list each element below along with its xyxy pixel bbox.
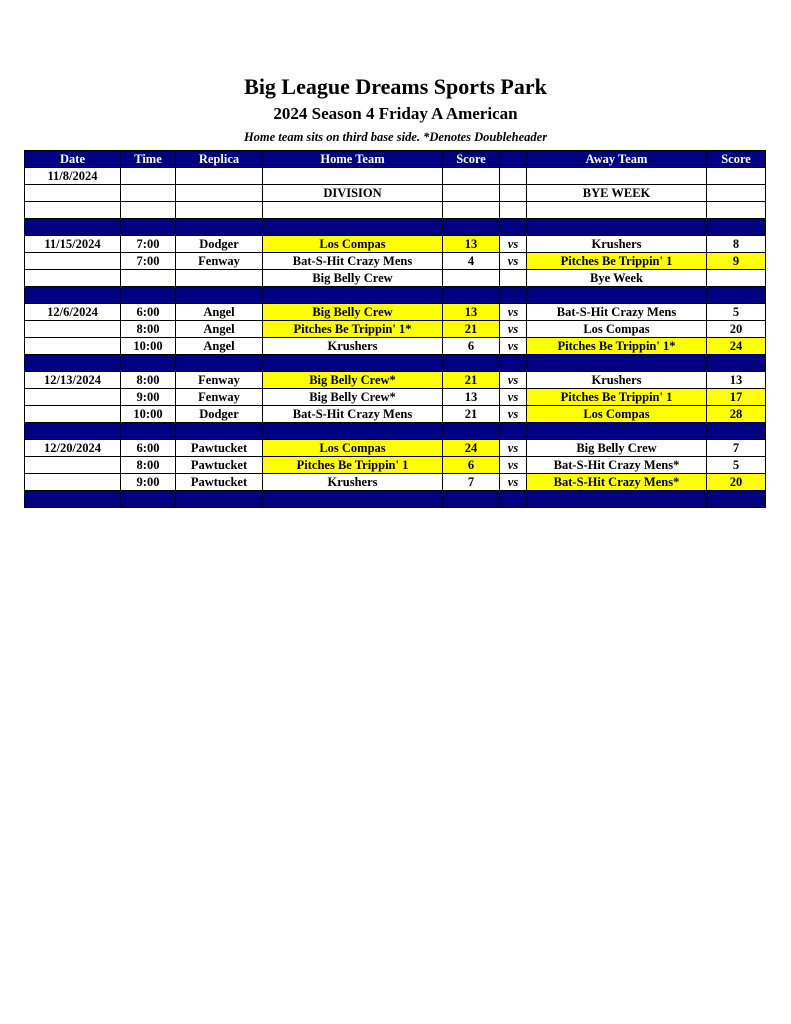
away-score-cell — [707, 168, 766, 185]
table-row — [25, 457, 766, 474]
home-team-cell: Krushers — [263, 474, 443, 491]
home-score-cell: 4 — [443, 253, 500, 270]
vs-cell: vs — [500, 389, 527, 406]
home-score-cell — [443, 270, 500, 287]
away-team-cell: Bat-S-Hit Crazy Mens* — [527, 457, 707, 474]
vs-cell: vs — [500, 304, 527, 321]
away-score-cell: 20 — [707, 321, 766, 338]
date-cell: 12/20/2024 — [25, 440, 121, 457]
home-team-cell: DIVISION — [263, 185, 443, 202]
divider-cell — [263, 219, 443, 236]
away-team-cell: Pitches Be Trippin' 1 — [527, 389, 707, 406]
home-score-cell — [443, 185, 500, 202]
away-score-cell — [707, 270, 766, 287]
date-cell: 11/15/2024 — [25, 236, 121, 253]
home-score-cell: 13 — [443, 304, 500, 321]
date-cell: 12/13/2024 — [25, 372, 121, 389]
replica-cell — [176, 185, 263, 202]
schedule-body — [25, 168, 766, 508]
vs-cell — [500, 270, 527, 287]
home-score-cell: 21 — [443, 372, 500, 389]
home-score-cell: 21 — [443, 321, 500, 338]
replica-cell — [176, 270, 263, 287]
replica-cell — [176, 168, 263, 185]
away-team-cell: Pitches Be Trippin' 1 — [527, 253, 707, 270]
vs-cell — [500, 185, 527, 202]
section-divider — [25, 355, 766, 372]
divider-cell — [443, 491, 500, 508]
vs-cell: vs — [500, 457, 527, 474]
divider-cell — [263, 423, 443, 440]
divider-cell — [707, 355, 766, 372]
away-score-cell: 20 — [707, 474, 766, 491]
away-team-cell: BYE WEEK — [527, 185, 707, 202]
away-score-cell: 24 — [707, 338, 766, 355]
time-cell: 7:00 — [121, 253, 176, 270]
time-cell: 8:00 — [121, 321, 176, 338]
home-team-cell: Bat-S-Hit Crazy Mens — [263, 406, 443, 423]
divider-cell — [176, 355, 263, 372]
home-team-cell: Bat-S-Hit Crazy Mens — [263, 253, 443, 270]
table-row — [25, 202, 766, 219]
divider-cell — [707, 219, 766, 236]
divider-cell — [527, 355, 707, 372]
vs-cell: vs — [500, 236, 527, 253]
schedule-note: Home team sits on third base side. *Denotes Doubleheader — [243, 130, 548, 144]
replica-cell: Fenway — [176, 372, 263, 389]
date-cell — [25, 389, 121, 406]
home-team-cell: Big Belly Crew* — [263, 372, 443, 389]
away-team-cell: Krushers — [527, 236, 707, 253]
table-row — [25, 372, 766, 389]
divider-cell — [500, 219, 527, 236]
home-team-cell: Krushers — [263, 338, 443, 355]
away-team-cell: Bat-S-Hit Crazy Mens* — [527, 474, 707, 491]
home-team-cell: Los Compas — [263, 236, 443, 253]
away-score-cell — [707, 202, 766, 219]
divider-cell — [527, 219, 707, 236]
col-header-date: Date — [25, 151, 121, 168]
divider-cell — [263, 355, 443, 372]
table-row — [25, 389, 766, 406]
time-cell: 9:00 — [121, 389, 176, 406]
home-team-cell — [263, 202, 443, 219]
divider-cell — [176, 423, 263, 440]
away-team-cell: Krushers — [527, 372, 707, 389]
vs-cell — [500, 202, 527, 219]
col-header-vs — [500, 151, 527, 168]
home-score-cell: 7 — [443, 474, 500, 491]
divider-cell — [500, 355, 527, 372]
table-row — [25, 168, 766, 185]
page-subtitle: 2024 Season 4 Friday A American — [273, 104, 518, 123]
date-cell — [25, 406, 121, 423]
divider-cell — [527, 491, 707, 508]
date-cell — [25, 253, 121, 270]
home-team-cell: Pitches Be Trippin' 1* — [263, 321, 443, 338]
divider-cell — [500, 287, 527, 304]
divider-cell — [527, 423, 707, 440]
divider-cell — [707, 423, 766, 440]
replica-cell: Fenway — [176, 253, 263, 270]
home-score-cell: 6 — [443, 457, 500, 474]
divider-cell — [443, 355, 500, 372]
away-team-cell: Los Compas — [527, 406, 707, 423]
home-team-cell — [263, 168, 443, 185]
time-cell — [121, 202, 176, 219]
divider-cell — [121, 491, 176, 508]
date-cell — [25, 185, 121, 202]
home-score-cell: 21 — [443, 406, 500, 423]
divider-cell — [25, 355, 121, 372]
date-cell: 11/8/2024 — [25, 168, 121, 185]
home-score-cell: 13 — [443, 236, 500, 253]
section-divider — [25, 287, 766, 304]
divider-cell — [500, 423, 527, 440]
divider-cell — [25, 491, 121, 508]
table-row — [25, 253, 766, 270]
time-cell: 7:00 — [121, 236, 176, 253]
date-cell — [25, 457, 121, 474]
date-cell — [25, 321, 121, 338]
home-team-cell: Big Belly Crew — [263, 270, 443, 287]
date-cell: 12/6/2024 — [25, 304, 121, 321]
away-score-cell: 13 — [707, 372, 766, 389]
col-header-time: Time — [121, 151, 176, 168]
vs-cell — [500, 168, 527, 185]
divider-cell — [176, 219, 263, 236]
divider-cell — [121, 219, 176, 236]
vs-cell: vs — [500, 474, 527, 491]
vs-cell: vs — [500, 253, 527, 270]
vs-cell: vs — [500, 372, 527, 389]
home-score-cell: 24 — [443, 440, 500, 457]
replica-cell: Pawtucket — [176, 440, 263, 457]
home-score-cell: 13 — [443, 389, 500, 406]
divider-cell — [443, 219, 500, 236]
divider-cell — [443, 287, 500, 304]
home-team-cell: Los Compas — [263, 440, 443, 457]
replica-cell — [176, 202, 263, 219]
table-row — [25, 321, 766, 338]
divider-cell — [443, 423, 500, 440]
home-score-cell — [443, 202, 500, 219]
divider-cell — [25, 219, 121, 236]
table-row — [25, 406, 766, 423]
away-score-cell: 8 — [707, 236, 766, 253]
col-header-replica: Replica — [176, 151, 263, 168]
divider-cell — [25, 287, 121, 304]
divider-cell — [176, 287, 263, 304]
schedule-table — [24, 150, 766, 508]
time-cell: 10:00 — [121, 406, 176, 423]
col-header-away-score: Score — [707, 151, 766, 168]
table-row — [25, 474, 766, 491]
away-score-cell — [707, 185, 766, 202]
away-team-cell: Los Compas — [527, 321, 707, 338]
vs-cell: vs — [500, 338, 527, 355]
divider-cell — [263, 287, 443, 304]
vs-cell: vs — [500, 440, 527, 457]
divider-cell — [527, 287, 707, 304]
time-cell: 8:00 — [121, 372, 176, 389]
away-score-cell: 7 — [707, 440, 766, 457]
divider-cell — [707, 287, 766, 304]
col-header-home-team: Home Team — [263, 151, 443, 168]
home-score-cell — [443, 168, 500, 185]
away-team-cell: Pitches Be Trippin' 1* — [527, 338, 707, 355]
away-team-cell: Bye Week — [527, 270, 707, 287]
replica-cell: Pawtucket — [176, 457, 263, 474]
away-score-cell: 9 — [707, 253, 766, 270]
time-cell: 9:00 — [121, 474, 176, 491]
away-team-cell — [527, 168, 707, 185]
away-team-cell — [527, 202, 707, 219]
vs-cell: vs — [500, 321, 527, 338]
date-cell — [25, 338, 121, 355]
header-row — [25, 151, 766, 168]
date-cell — [25, 202, 121, 219]
section-divider — [25, 491, 766, 508]
table-row — [25, 338, 766, 355]
time-cell — [121, 168, 176, 185]
section-divider — [25, 219, 766, 236]
time-cell: 8:00 — [121, 457, 176, 474]
away-score-cell: 17 — [707, 389, 766, 406]
divider-cell — [121, 355, 176, 372]
table-row — [25, 270, 766, 287]
home-team-cell: Big Belly Crew* — [263, 389, 443, 406]
page-title: Big League Dreams Sports Park — [244, 74, 547, 99]
time-cell — [121, 185, 176, 202]
replica-cell: Dodger — [176, 236, 263, 253]
col-header-home-score: Score — [443, 151, 500, 168]
time-cell: 6:00 — [121, 440, 176, 457]
divider-cell — [121, 287, 176, 304]
home-score-cell: 6 — [443, 338, 500, 355]
replica-cell: Pawtucket — [176, 474, 263, 491]
table-row — [25, 236, 766, 253]
table-row — [25, 440, 766, 457]
divider-cell — [500, 491, 527, 508]
replica-cell: Angel — [176, 321, 263, 338]
away-team-cell: Big Belly Crew — [527, 440, 707, 457]
divider-cell — [25, 423, 121, 440]
home-team-cell: Pitches Be Trippin' 1 — [263, 457, 443, 474]
table-row — [25, 185, 766, 202]
away-score-cell: 28 — [707, 406, 766, 423]
time-cell — [121, 270, 176, 287]
divider-cell — [263, 491, 443, 508]
replica-cell: Dodger — [176, 406, 263, 423]
divider-cell — [121, 423, 176, 440]
divider-cell — [707, 491, 766, 508]
date-cell — [25, 270, 121, 287]
time-cell: 6:00 — [121, 304, 176, 321]
replica-cell: Angel — [176, 304, 263, 321]
divider-cell — [176, 491, 263, 508]
replica-cell: Angel — [176, 338, 263, 355]
date-cell — [25, 474, 121, 491]
away-team-cell: Bat-S-Hit Crazy Mens — [527, 304, 707, 321]
table-row — [25, 304, 766, 321]
home-team-cell: Big Belly Crew — [263, 304, 443, 321]
section-divider — [25, 423, 766, 440]
away-score-cell: 5 — [707, 457, 766, 474]
replica-cell: Fenway — [176, 389, 263, 406]
vs-cell: vs — [500, 406, 527, 423]
time-cell: 10:00 — [121, 338, 176, 355]
away-score-cell: 5 — [707, 304, 766, 321]
col-header-away-team: Away Team — [527, 151, 707, 168]
